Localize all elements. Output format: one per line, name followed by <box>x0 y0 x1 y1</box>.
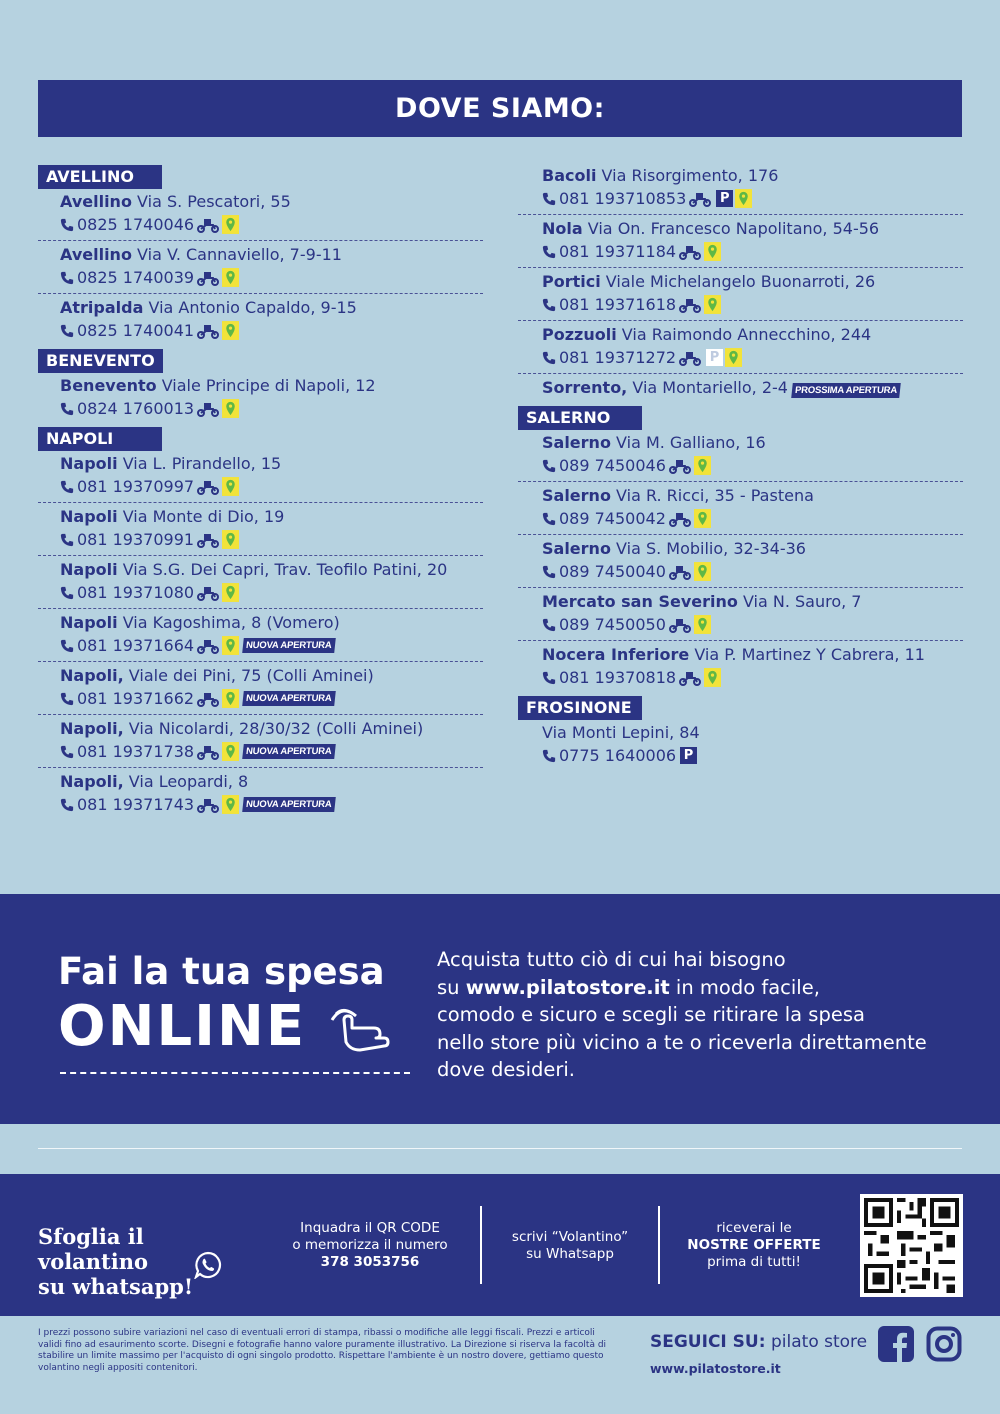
store-city: Sorrento, <box>542 378 628 397</box>
phone-icon <box>542 192 556 206</box>
right-store-column <box>518 165 963 774</box>
pickup-pin-icon <box>222 636 239 655</box>
store-phone-row <box>542 240 963 263</box>
store-city: Napoli, <box>60 666 124 685</box>
store-phone[interactable]: 081 19371080 <box>77 583 195 602</box>
store-entry <box>38 244 483 294</box>
store-city: Avellino <box>60 245 132 264</box>
delivery-scooter-icon <box>668 564 692 580</box>
pickup-pin-icon <box>222 795 239 814</box>
store-city: Avellino <box>60 192 132 211</box>
store-city: Napoli <box>60 507 118 526</box>
step-divider <box>480 1206 482 1284</box>
pointing-hand-icon <box>330 1006 394 1054</box>
store-address: Nocera Inferiore Via P. Martinez Y Cabrera, 11 <box>542 645 925 664</box>
store-entry <box>518 271 963 321</box>
pickup-pin-icon <box>222 742 239 761</box>
store-phone-row <box>60 266 483 289</box>
facebook-icon[interactable] <box>878 1326 914 1362</box>
store-address: Pozzuoli Via Raimondo Annecchino, 244 <box>542 325 872 344</box>
store-city: Napoli <box>60 454 118 473</box>
store-entry <box>38 506 483 556</box>
region-label-benevento: BENEVENTO <box>38 349 163 373</box>
new-opening-badge: NUOVA APERTURA <box>242 638 335 653</box>
store-phone-row <box>60 319 483 342</box>
phone-icon <box>542 671 556 685</box>
delivery-scooter-icon <box>668 617 692 633</box>
delivery-scooter-icon <box>678 297 702 313</box>
phone-icon <box>60 586 74 600</box>
new-opening-badge: NUOVA APERTURA <box>242 744 335 759</box>
footer-website-link[interactable]: www.pilatostore.it <box>650 1361 781 1376</box>
store-address: Atripalda Via Antonio Capaldo, 9-15 <box>60 298 357 317</box>
instagram-icon[interactable] <box>926 1326 962 1362</box>
store-address: Sorrento, Via Montariello, 2-4 PROSSIMA APERTURA <box>542 377 963 399</box>
store-address: Napoli Via Kagoshima, 8 (Vomero) <box>60 613 340 632</box>
store-phone[interactable]: 081 19370997 <box>77 477 195 496</box>
phone-icon <box>542 298 556 312</box>
store-phone[interactable]: 089 7450050 <box>559 615 666 634</box>
store-phone-row <box>60 740 483 763</box>
store-phone[interactable]: 081 19371272 <box>559 348 677 367</box>
store-phone-row <box>60 213 483 236</box>
phone-icon <box>542 351 556 365</box>
delivery-scooter-icon <box>196 744 220 760</box>
store-entry <box>518 165 963 215</box>
delivery-scooter-icon <box>196 323 220 339</box>
store-phone-row <box>542 744 963 767</box>
store-phone[interactable]: 081 19371743 <box>77 795 195 814</box>
pickup-pin-icon <box>735 189 752 208</box>
phone-icon <box>60 402 74 416</box>
delivery-scooter-icon <box>668 458 692 474</box>
dove-siamo-header: DOVE SIAMO: <box>38 80 962 137</box>
delivery-scooter-icon <box>688 191 712 207</box>
store-entry <box>518 644 963 693</box>
store-address: Napoli Via S.G. Dei Capri, Trav. Teofilo Patini, 20 <box>60 560 448 579</box>
store-entry <box>518 538 963 588</box>
region-label-avellino: AVELLINO <box>38 165 162 189</box>
pickup-pin-icon <box>694 615 711 634</box>
delivery-scooter-icon <box>668 511 692 527</box>
store-address: Salerno Via S. Mobilio, 32-34-36 <box>542 539 806 558</box>
online-shopping-banner <box>0 894 1000 1124</box>
parking-icon: P <box>680 747 697 764</box>
store-phone-row <box>542 293 963 316</box>
store-address: Napoli, Via Leopardi, 8 <box>60 772 249 791</box>
delivery-scooter-icon <box>678 670 702 686</box>
store-entry <box>518 377 963 403</box>
store-entry <box>38 559 483 609</box>
pickup-pin-icon <box>694 509 711 528</box>
delivery-scooter-icon <box>196 217 220 233</box>
phone-icon <box>60 218 74 232</box>
store-city: Napoli <box>60 560 118 579</box>
store-phone[interactable]: 0825 1740041 <box>77 321 195 340</box>
store-address: Salerno Via R. Ricci, 35 - Pastena <box>542 486 814 505</box>
store-phone-row <box>60 528 483 551</box>
new-opening-badge: NUOVA APERTURA <box>242 797 335 812</box>
delivery-scooter-icon <box>196 479 220 495</box>
phone-icon <box>60 324 74 338</box>
parking-icon: P <box>706 349 723 366</box>
delivery-scooter-icon <box>678 350 702 366</box>
store-phone[interactable]: 0825 1740039 <box>77 268 195 287</box>
store-entry <box>518 432 963 482</box>
store-phone-row <box>60 687 483 710</box>
step-divider <box>658 1206 660 1284</box>
store-city: Salerno <box>542 433 611 452</box>
store-city: Pozzuoli <box>542 325 617 344</box>
pickup-pin-icon <box>704 668 721 687</box>
store-city: Salerno <box>542 486 611 505</box>
store-phone[interactable]: 081 19371662 <box>77 689 195 708</box>
pickup-pin-icon <box>222 530 239 549</box>
store-entry <box>38 297 483 346</box>
store-address: Mercato san Severino Via N. Sauro, 7 <box>542 592 862 611</box>
store-phone-row <box>60 634 483 657</box>
follow-us-label: SEGUICI SU: <box>650 1332 766 1352</box>
store-entry <box>518 722 963 771</box>
pickup-pin-icon <box>222 583 239 602</box>
pickup-pin-icon <box>222 477 239 496</box>
pickup-pin-icon <box>704 295 721 314</box>
store-phone[interactable]: 0824 1760013 <box>77 399 195 418</box>
store-phone[interactable]: 081 19371184 <box>559 242 677 261</box>
store-city: Mercato san Severino <box>542 592 738 611</box>
website-link[interactable]: www.pilatostore.it <box>465 975 670 999</box>
pickup-pin-icon <box>694 562 711 581</box>
online-title: ONLINE <box>58 994 307 1059</box>
store-phone-row <box>60 581 483 604</box>
store-phone[interactable]: 089 7450042 <box>559 509 666 528</box>
online-headline: Fai la tua spesa <box>58 950 385 993</box>
store-address: Napoli Via L. Pirandello, 15 <box>60 454 282 473</box>
store-entry <box>38 612 483 662</box>
qr-code[interactable] <box>860 1194 963 1297</box>
store-phone-row <box>60 793 483 816</box>
store-phone-row <box>542 187 963 210</box>
store-address: Salerno Via M. Galliano, 16 <box>542 433 766 452</box>
pickup-pin-icon <box>222 268 239 287</box>
store-entry <box>38 665 483 715</box>
delivery-scooter-icon <box>196 270 220 286</box>
upcoming-opening-badge: PROSSIMA APERTURA <box>791 383 901 398</box>
store-phone[interactable]: 081 193710853 <box>559 189 687 208</box>
store-address: Nola Via On. Francesco Napolitano, 54-56 <box>542 219 880 238</box>
store-phone-row <box>542 454 963 477</box>
store-address: Napoli Via Monte di Dio, 19 <box>60 507 285 526</box>
delivery-scooter-icon <box>196 401 220 417</box>
pickup-pin-icon <box>222 689 239 708</box>
store-phone[interactable]: 081 19371738 <box>77 742 195 761</box>
pickup-pin-icon <box>725 348 742 367</box>
store-phone-row <box>542 346 963 369</box>
phone-icon <box>60 692 74 706</box>
store-entry <box>518 218 963 268</box>
delivery-scooter-icon <box>678 244 702 260</box>
delivery-scooter-icon <box>196 691 220 707</box>
store-phone[interactable]: 089 7450046 <box>559 456 666 475</box>
whatsapp-title: Sfoglia il volantino su whatsapp! <box>38 1224 194 1299</box>
region-label-salerno: SALERNO <box>518 406 642 430</box>
legal-disclaimer: I prezzi possono subire variazioni nel caso di eventuali errori di stampa, ribassi o modifiche alle leggi fiscali. Prezzi e articoli validi fino ad esaurimento scorte. Disegni e fotografie hanno valore puramente illustrativo. La Direzione si riserva la facoltà di stabilire un limite massimo per l'acquisto di ogni singolo prodotto. Rispettare l'ambiente è un nostro dovere, gettiamo questo volantino negli appositi contenitori. <box>38 1328 607 1373</box>
store-address: Portici Viale Michelangelo Buonarroti, 26 <box>542 272 876 291</box>
store-entry <box>38 375 483 424</box>
store-city: Portici <box>542 272 601 291</box>
store-phone[interactable]: 0775 1640006 <box>559 746 677 765</box>
store-city: Napoli <box>60 613 118 632</box>
pickup-pin-icon <box>704 242 721 261</box>
store-phone-row <box>542 560 963 583</box>
whatsapp-icon <box>194 1251 222 1279</box>
store-entry <box>518 485 963 535</box>
step-scan-qr: Inquadra il QR CODE o memorizza il numero 378 3053756 <box>276 1220 464 1271</box>
store-city: Benevento <box>60 376 157 395</box>
store-entry <box>38 453 483 503</box>
store-city: Salerno <box>542 539 611 558</box>
store-address: Napoli, Viale dei Pini, 75 (Colli Aminei) <box>60 666 374 685</box>
step-receive-offers: riceverai le NOSTRE OFFERTE prima di tutti! <box>687 1220 821 1270</box>
store-city: Napoli, <box>60 719 124 738</box>
social-handle: pilato store <box>771 1332 868 1352</box>
store-city: Bacoli <box>542 166 597 185</box>
delivery-scooter-icon <box>196 532 220 548</box>
whatsapp-number[interactable]: 378 3053756 <box>320 1254 420 1270</box>
pickup-pin-icon <box>222 399 239 418</box>
store-phone[interactable]: 0825 1740046 <box>77 215 195 234</box>
phone-icon <box>60 271 74 285</box>
store-phone-row <box>542 666 963 689</box>
region-label-frosinone: FROSINONE <box>518 696 642 720</box>
store-address: Avellino Via S. Pescatori, 55 <box>60 192 291 211</box>
delivery-scooter-icon <box>196 797 220 813</box>
pickup-pin-icon <box>222 215 239 234</box>
store-phone[interactable]: 081 19371618 <box>559 295 677 314</box>
phone-icon <box>542 565 556 579</box>
store-entry <box>518 324 963 374</box>
delivery-scooter-icon <box>196 638 220 654</box>
phone-icon <box>60 745 74 759</box>
store-phone[interactable]: 089 7450040 <box>559 562 666 581</box>
store-phone-row <box>542 613 963 636</box>
phone-icon <box>60 639 74 653</box>
phone-icon <box>60 480 74 494</box>
store-city: Atripalda <box>60 298 144 317</box>
store-entry <box>518 591 963 641</box>
phone-icon <box>542 245 556 259</box>
store-phone[interactable]: 081 19370818 <box>559 668 677 687</box>
store-address: Napoli, Via Nicolardi, 28/30/32 (Colli Aminei) <box>60 719 424 738</box>
store-entry <box>38 718 483 768</box>
phone-icon <box>60 798 74 812</box>
online-description: Acquista tutto ciò di cui hai bisogno su www.pilatostore.it in modo facile, comodo e sicuro e scegli se ritirare la spesa nello store più vicino a te o riceverla direttamente dove desideri. <box>437 948 927 1081</box>
pickup-pin-icon <box>694 456 711 475</box>
store-city: Napoli, <box>60 772 124 791</box>
parking-icon: P <box>716 190 733 207</box>
store-address: Via Monti Lepini, 84 <box>542 723 700 742</box>
pickup-pin-icon <box>222 321 239 340</box>
phone-icon <box>542 618 556 632</box>
store-phone-row <box>542 507 963 530</box>
store-phone[interactable]: 081 19370991 <box>77 530 195 549</box>
left-store-column <box>38 165 483 823</box>
phone-icon <box>542 512 556 526</box>
delivery-scooter-icon <box>196 585 220 601</box>
phone-icon <box>542 459 556 473</box>
whatsapp-banner <box>0 1174 1000 1316</box>
store-city: Nola <box>542 219 583 238</box>
new-opening-badge: NUOVA APERTURA <box>242 691 335 706</box>
store-phone-row <box>60 475 483 498</box>
store-address: Benevento Viale Principe di Napoli, 12 <box>60 376 376 395</box>
store-phone[interactable]: 081 19371664 <box>77 636 195 655</box>
store-city: Nocera Inferiore <box>542 645 690 664</box>
region-label-napoli: NAPOLI <box>38 427 162 451</box>
store-address: Avellino Via V. Cannaviello, 7-9-11 <box>60 245 342 264</box>
section-divider <box>38 1148 962 1149</box>
step-write-message: scrivi “Volantino” su Whatsapp <box>511 1229 629 1262</box>
store-entry <box>38 771 483 820</box>
store-entry <box>38 191 483 241</box>
phone-icon <box>542 749 556 763</box>
store-address: Bacoli Via Risorgimento, 176 <box>542 166 779 185</box>
store-phone-row <box>60 397 483 420</box>
phone-icon <box>60 533 74 547</box>
dashed-divider <box>60 1072 410 1074</box>
